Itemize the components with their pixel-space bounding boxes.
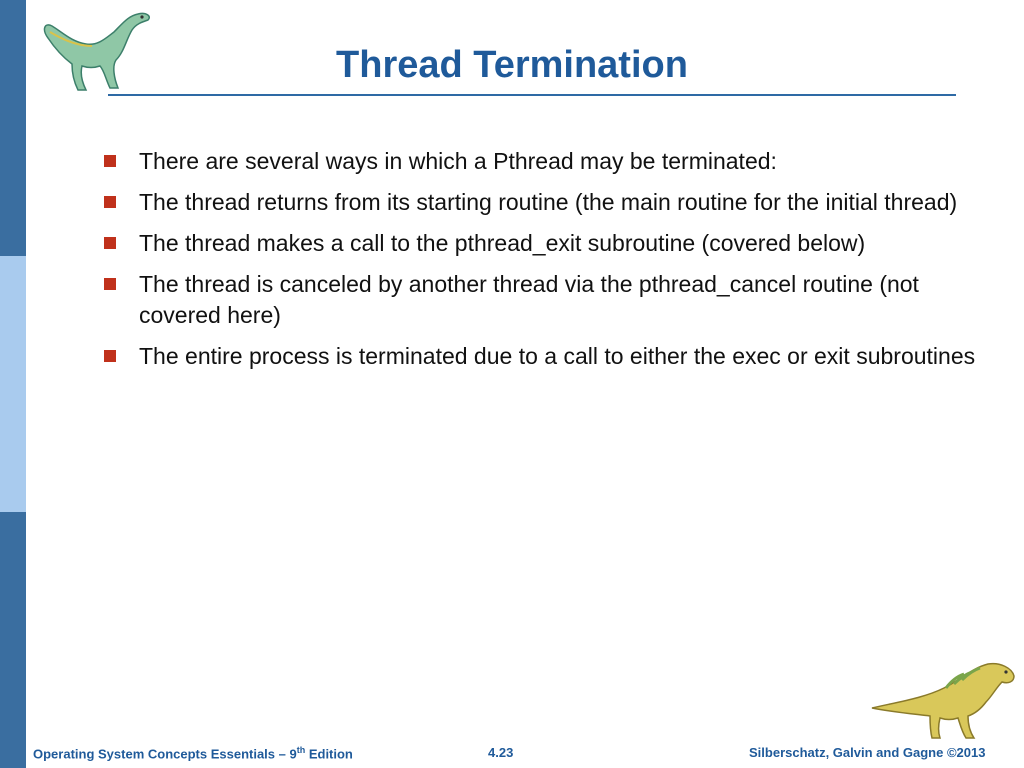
bullet-text: The thread makes a call to the pthread_exit subroutine (covered below) bbox=[139, 230, 866, 256]
square-bullet-icon bbox=[104, 237, 116, 249]
square-bullet-icon bbox=[104, 350, 116, 362]
sidebar-stripe bbox=[0, 0, 26, 768]
sidebar-segment-bottom bbox=[0, 512, 26, 768]
list-item bbox=[100, 187, 980, 218]
square-bullet-icon bbox=[104, 155, 116, 167]
square-bullet-icon bbox=[104, 278, 116, 290]
bullet-text: There are several ways in which a Pthread may be terminated: bbox=[139, 148, 777, 174]
bullet-text: The thread is canceled by another thread via the pthread_cancel routine (not covered here) bbox=[139, 271, 919, 328]
bullet-list bbox=[100, 146, 980, 382]
title-divider bbox=[108, 94, 956, 96]
square-bullet-icon bbox=[104, 196, 116, 208]
footer-book-title: Operating System Concepts Essentials – 9th Edition bbox=[33, 745, 353, 762]
list-item bbox=[100, 341, 980, 372]
list-item bbox=[100, 228, 980, 259]
bullet-text: The thread returns from its starting routine (the main routine for the initial thread) bbox=[139, 189, 958, 215]
list-item bbox=[100, 146, 980, 177]
footer-copyright: Silberschatz, Galvin and Gagne ©2013 bbox=[749, 745, 986, 760]
bullet-text: The entire process is terminated due to a call to either the exec or exit subroutines bbox=[139, 343, 976, 369]
list-item bbox=[100, 269, 980, 331]
sidebar-segment-middle bbox=[0, 256, 26, 512]
footer-page-number: 4.23 bbox=[488, 745, 514, 760]
dinosaur-icon bbox=[868, 658, 1018, 740]
sidebar-segment-top bbox=[0, 0, 26, 256]
page-title: Thread Termination bbox=[336, 44, 688, 86]
